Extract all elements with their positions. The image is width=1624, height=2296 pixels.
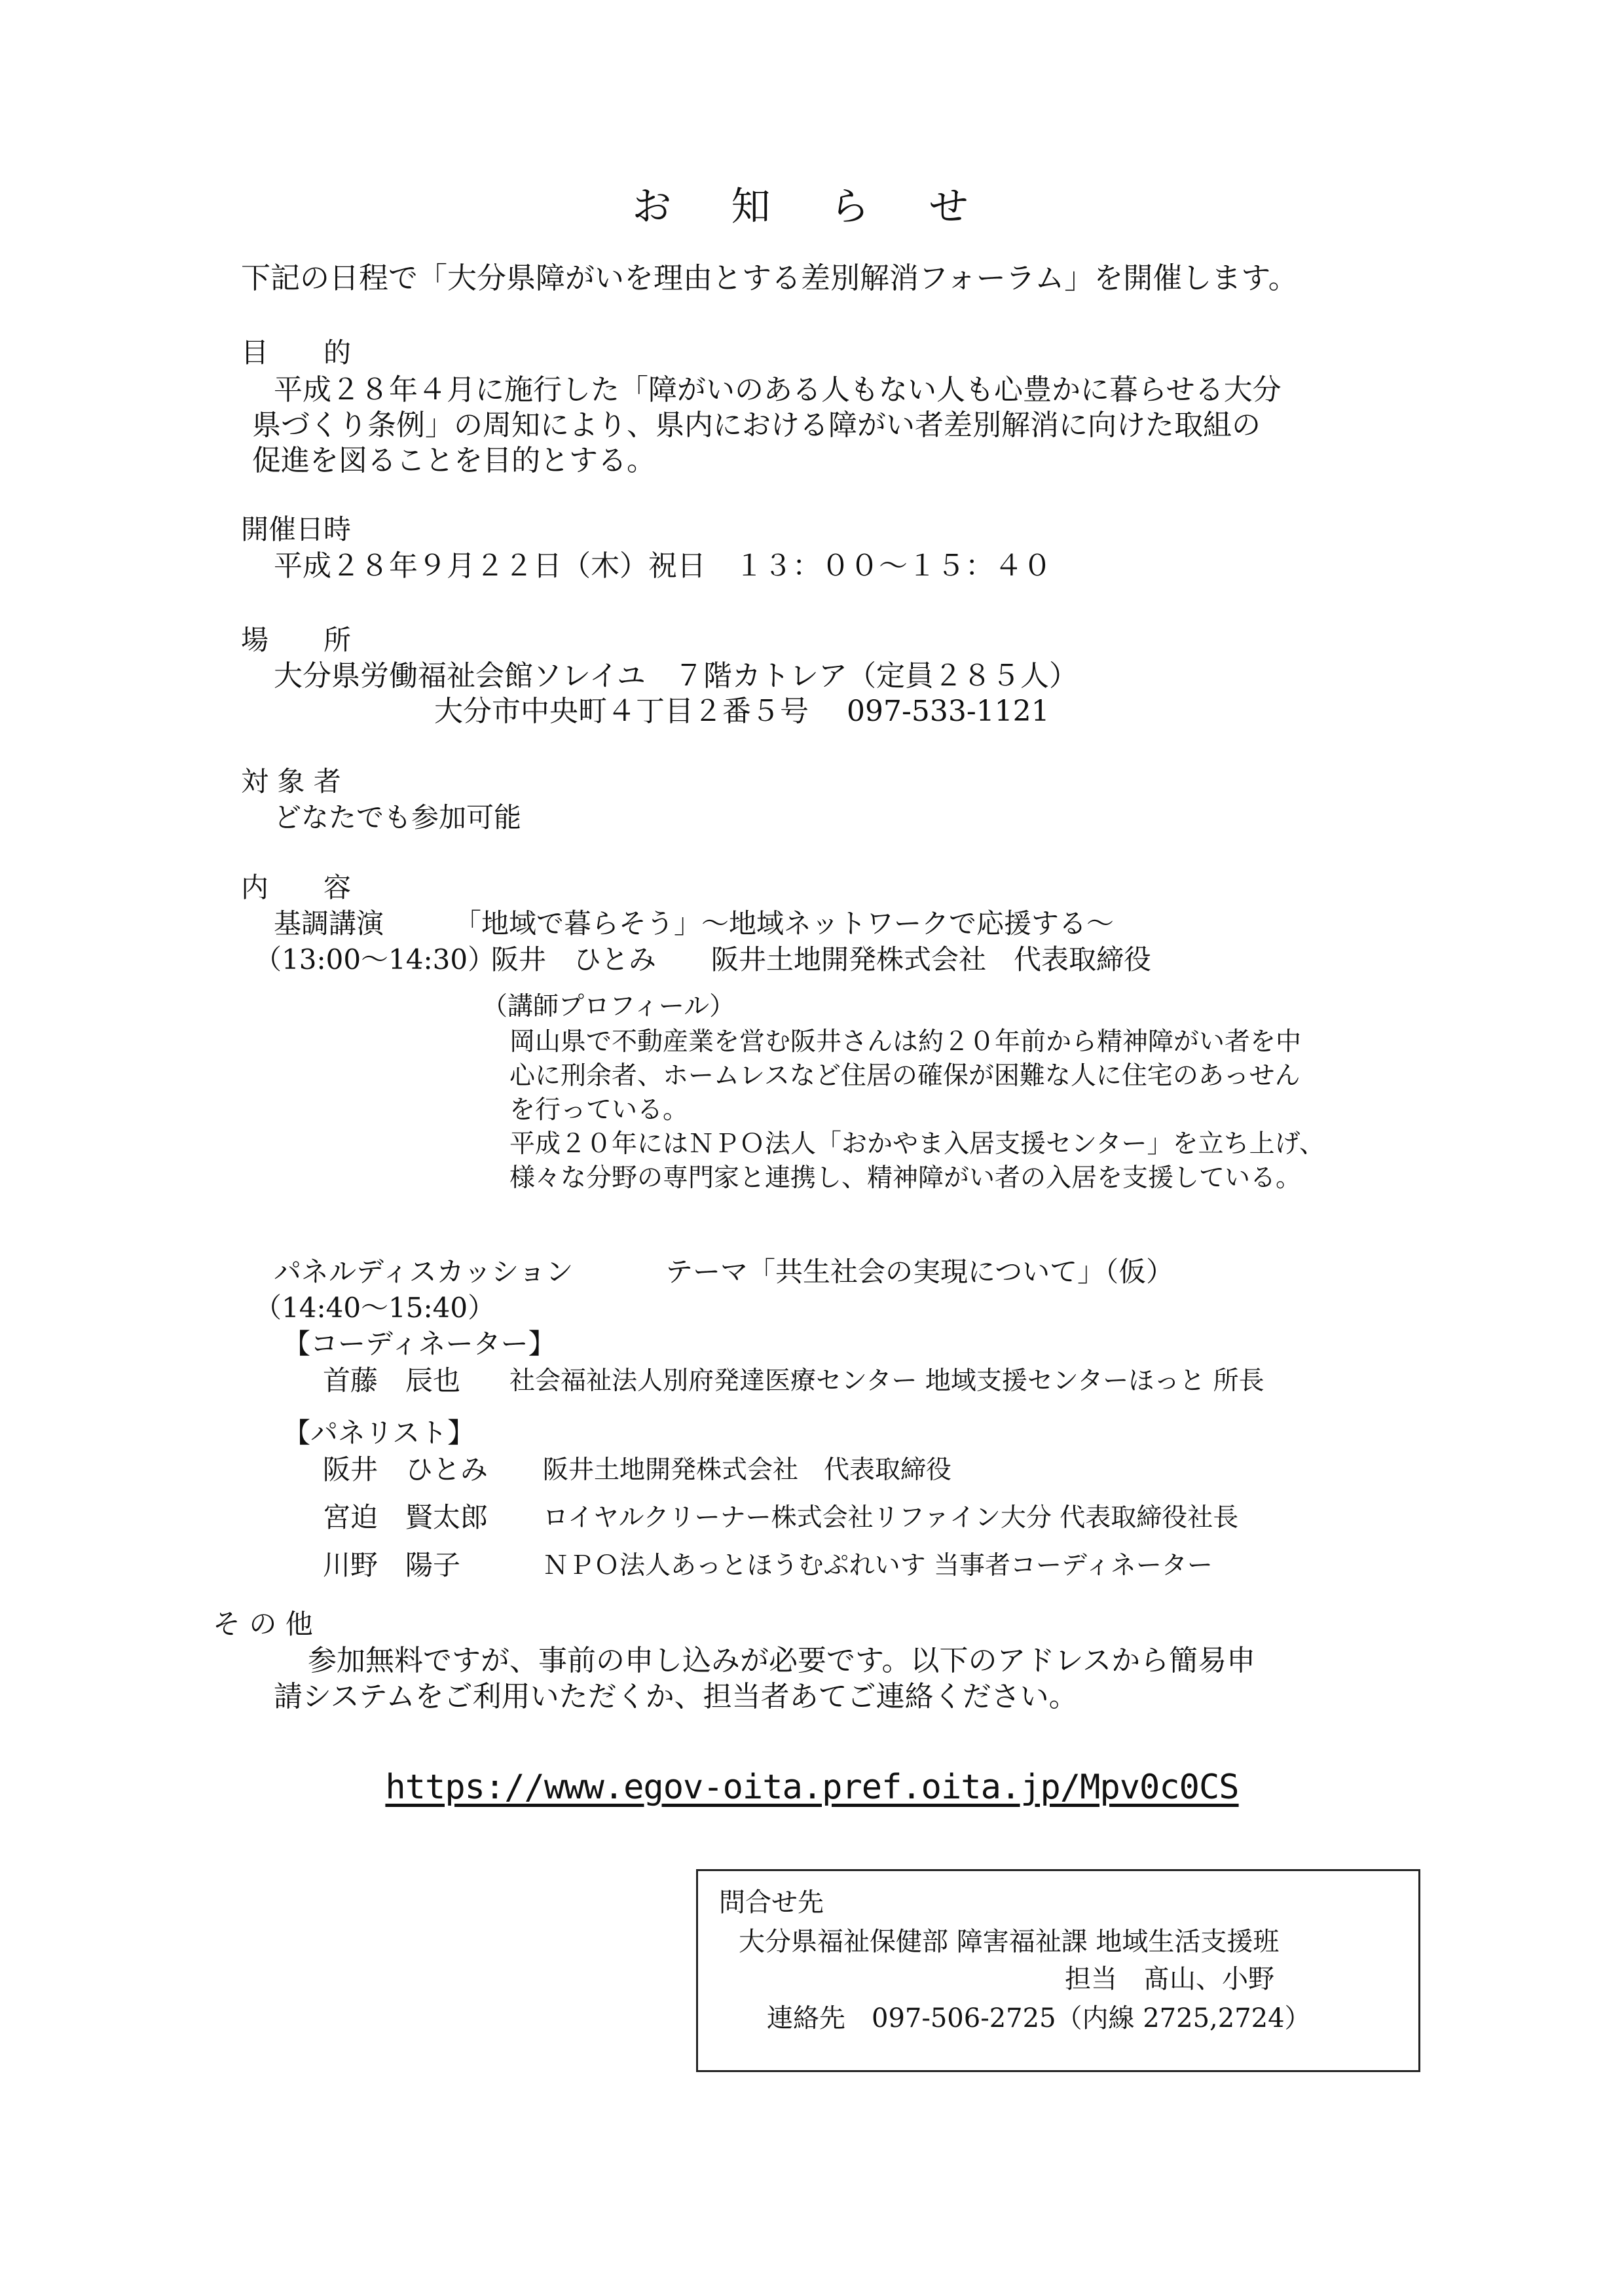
keynote-time: （13:00～14:30） — [254, 943, 496, 975]
other-heading: そ の 他 — [213, 1608, 313, 1640]
coordinator-name: 首藤 辰也 — [323, 1364, 461, 1396]
datetime-heading: 開催日時 — [241, 513, 352, 545]
contact-phone: 連絡先 097-506-2725（内線 2725,2724） — [767, 2003, 1311, 2033]
datetime-value: 平成２８年９月２２日（木）祝日 １３：００～１５：４０ — [274, 549, 1052, 583]
panel-label: パネルディスカッション — [274, 1256, 574, 1288]
contact-department: 大分県福祉保健部 障害福祉課 地域生活支援班 — [739, 1927, 1280, 1957]
audience-heading: 対 象 者 — [241, 765, 341, 797]
purpose-line: 県づくり条例」の周知により、県内における障がい者差別解消に向けた取組の — [252, 409, 1261, 442]
keynote-label: 基調講演 — [274, 907, 384, 939]
other-line: 請システムをご利用いただくか、担当者あてご連絡ください。 — [274, 1680, 1078, 1713]
keynote-title: 「地域で暮らそう」～地域ネットワークで応援する～ — [454, 907, 1115, 939]
panel-theme: テーマ「共生社会の実現について」（仮） — [665, 1256, 1174, 1288]
intro-text: 下記の日程で「大分県障がいを理由とする差別解消フォーラム」を開催します。 — [241, 261, 1298, 295]
venue-name: 大分県労働福祉会館ソレイユ ７階カトレア（定員２８５人） — [274, 659, 1079, 693]
panelist-affiliation: ＮＰＯ法人あっとほうむぷれいす 当事者コーディネーター — [543, 1551, 1213, 1580]
profile-heading: （講師プロフィール） — [482, 992, 735, 1021]
contact-box — [696, 1869, 1420, 2072]
coordinator-heading: 【コーディネーター】 — [283, 1328, 556, 1360]
other-line: 参加無料ですが、事前の申し込みが必要です。以下のアドレスから簡易申 — [308, 1644, 1256, 1677]
profile-line: 心に刑余者、ホームレスなど住居の確保が困難な人に住宅のあっせん — [509, 1061, 1301, 1091]
contact-staff: 担当 髙山、小野 — [1065, 1964, 1274, 1994]
panelist-affiliation: 阪井土地開発株式会社 代表取締役 — [543, 1455, 952, 1485]
panel-time: （14:40～15:40） — [254, 1292, 496, 1324]
page-title: お 知 ら せ — [632, 184, 992, 230]
panelist-heading: 【パネリスト】 — [283, 1417, 475, 1449]
profile-line: 岡山県で不動産業を営む阪井さんは約２０年前から精神障がい者を中 — [509, 1027, 1302, 1057]
contact-heading: 問合せ先 — [719, 1887, 824, 1918]
panelist-name: 川野 陽子 — [323, 1549, 461, 1581]
venue-heading: 場 所 — [241, 624, 352, 656]
panelist-affiliation: ロイヤルクリーナー株式会社リファイン大分 代表取締役社長 — [543, 1503, 1239, 1533]
audience-value: どなたでも参加可能 — [274, 801, 522, 833]
coordinator-affiliation: 社会福祉法人別府発達医療センター 地域支援センターほっと 所長 — [509, 1366, 1264, 1396]
profile-line: 平成２０年にはＮＰＯ法人「おかやま入居支援センター」を立ち上げ、 — [509, 1129, 1325, 1159]
panelist-name: 阪井 ひとみ — [323, 1453, 489, 1485]
keynote-speaker: 阪井 ひとみ 阪井土地開発株式会社 代表取締役 — [491, 943, 1152, 975]
purpose-heading: 目 的 — [241, 337, 352, 369]
content-heading: 内 容 — [241, 871, 352, 903]
profile-line: 様々な分野の専門家と連携し、精神障がい者の入居を支援している。 — [509, 1163, 1302, 1193]
panelist-name: 宮迫 賢太郎 — [323, 1501, 489, 1533]
registration-link[interactable]: https://www.egov-oita.pref.oita.jp/Mpv0c0CS — [385, 1768, 1239, 1807]
profile-line: を行っている。 — [509, 1095, 689, 1125]
venue-address: 大分市中央町４丁目２番５号 097-533-1121 — [434, 695, 1050, 728]
purpose-line: 促進を図ることを目的とする。 — [252, 444, 655, 477]
purpose-line: 平成２８年４月に施行した「障がいのある人もない人も心豊かに暮らせる大分 — [274, 373, 1282, 407]
